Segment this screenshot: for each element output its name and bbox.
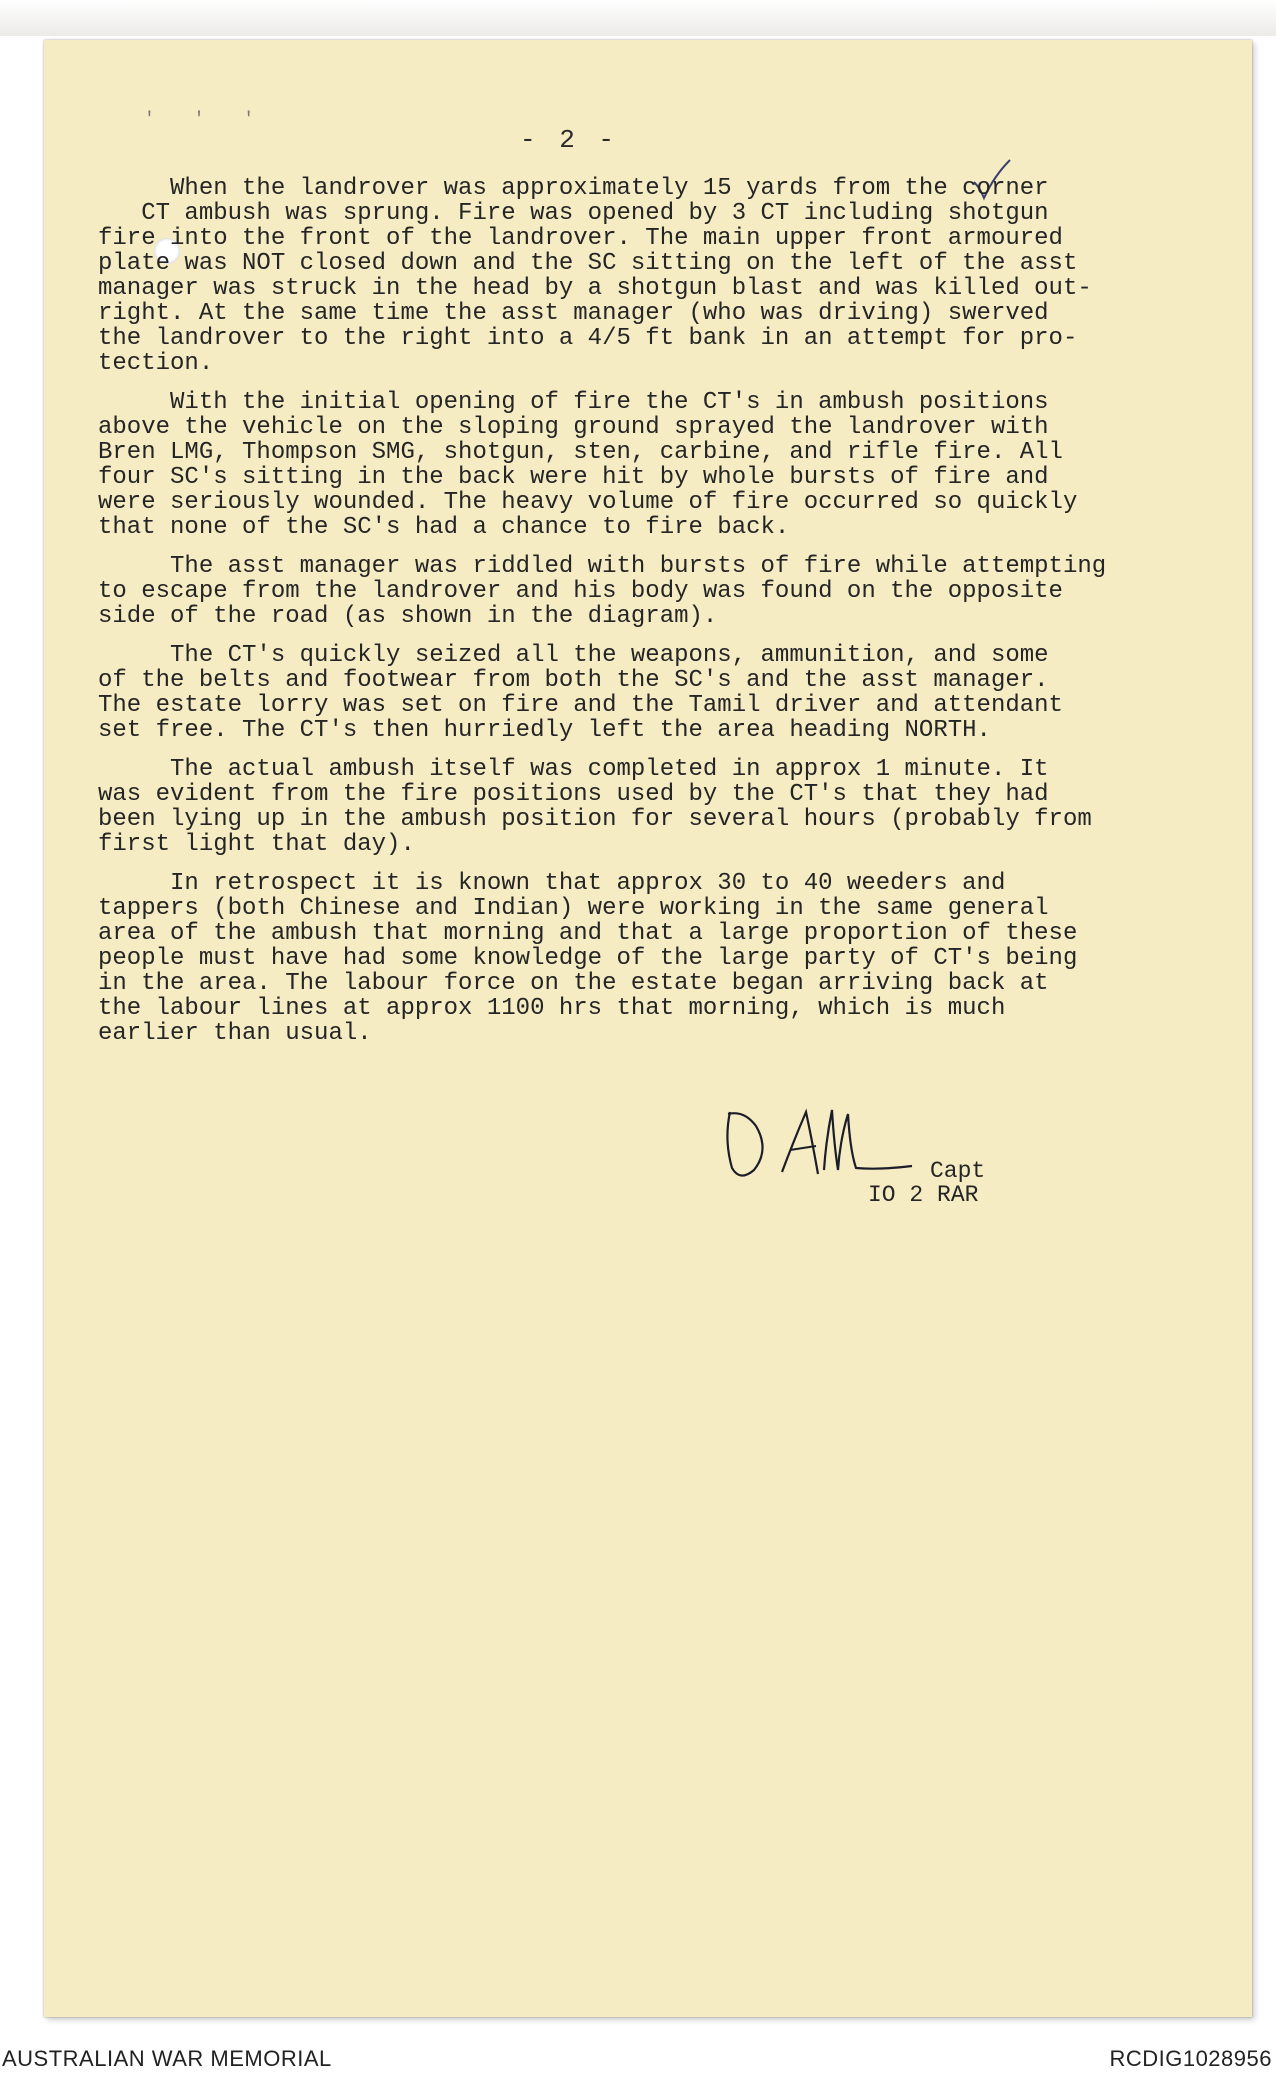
archive-id: RCDIG1028956 — [1109, 2046, 1272, 2071]
paper-marks: ' ' ' — [144, 110, 269, 130]
report-body — [98, 176, 1188, 1060]
handwritten-signature — [720, 1100, 920, 1190]
signatory-rank: Capt — [930, 1158, 986, 1184]
signatory-unit: IO 2 RAR — [868, 1182, 979, 1208]
archive-label: AUSTRALIAN WAR MEMORIAL — [2, 2046, 332, 2071]
scan-background — [0, 0, 1276, 36]
paragraph-retrospect: In retrospect it is known that approx 30 to 40 weeders and tappers (both Chinese and Indian) were working in the same general area of the ambush that morning and that a large proportion of these people must have had some knowledge of the large party of CT's being in the area. The labour force on the estate began arriving back at the labour lines at approx 1100 hrs that morning, which is much earlier than usual. — [98, 870, 1078, 1047]
page-number: - 2 - — [520, 125, 619, 155]
paragraph-ambush-sprung: When the landrover was approximately 15 yards from the corner CT ambush was sprung. Fire was opened by 3 CT including shotgun fire into the front of the landrover. The main upper front armoured plate was NOT closed down and the SC sitting on the left of the asst manager was struck in the head by a shotgun blast and was killed out- right. At the same time the asst manager (who was driving) swerved the landrover to the right into a 4/5 ft bank in an attempt for pro- tection. — [98, 175, 1092, 377]
paragraph-initial-fire: With the initial opening of fire the CT's in ambush positions above the vehicle on the sloping ground sprayed the landrover with Bren LMG, Thompson SMG, shotgun, sten, carbine, and rifle fire. All four SC's sitting in the back were hit by whole bursts of fire and were seriously wounded. The heavy volume of fire occurred so quickly that none of the SC's had a chance to fire back. — [98, 389, 1078, 541]
paragraph-ambush-duration: The actual ambush itself was completed in approx 1 minute. It was evident from the fire positions used by the CT's that they had been lying up in the ambush position for several hours (probably from first light that day). — [98, 756, 1092, 858]
paragraph-asst-manager: The asst manager was riddled with bursts of fire while attempting to escape from the landrover and his body was found on the opposite side of the road (as shown in the diagram). — [98, 553, 1107, 630]
paragraph-weapons-seized: The CT's quickly seized all the weapons, ammunition, and some of the belts and footwear from both the SC's and the asst manager. The estate lorry was set on fire and the Tamil driver and attendant set free. The CT's then hurriedly left the area heading NORTH. — [98, 642, 1063, 744]
signature-block — [720, 1100, 1020, 1220]
